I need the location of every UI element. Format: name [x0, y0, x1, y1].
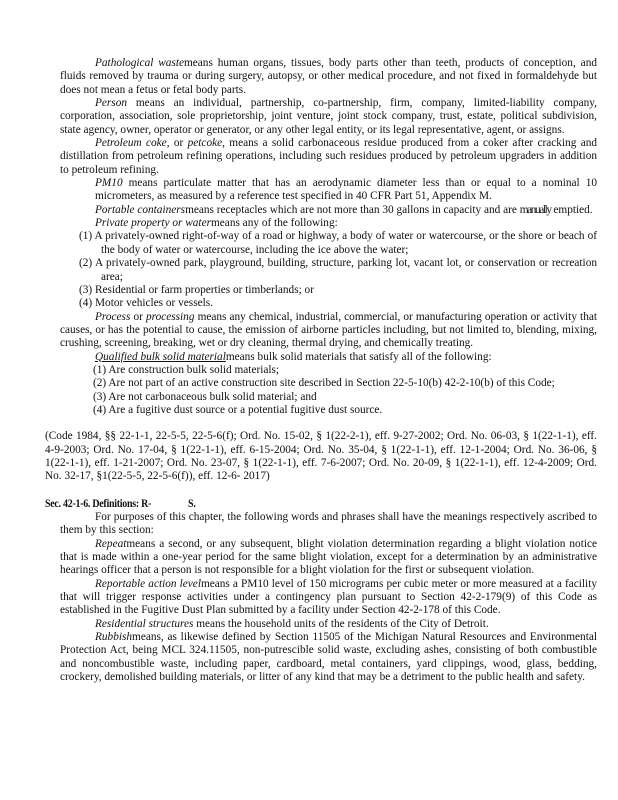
def-person: [60, 97, 597, 137]
code-citation: [45, 430, 597, 483]
def-process: [60, 311, 597, 351]
qualified-item-1: [93, 364, 597, 377]
definition-term: Portable containers: [95, 203, 186, 216]
body-text: means, as likewise defined by Section 11505 of the Michigan Natural Resources and Environmental Protection Act, being MCL 324.11505, non-putrescible solid waste, excluding ashes, consisting of both combustible and noncombustible waste, including paper, cardboard, metal containers, yard clippings, wood, glass, bedding, crockery, demolished building materials, or litter of any kind that may be a detriment to the public health and safety.: [60, 631, 597, 684]
def-reportable-action-level: [60, 578, 597, 618]
definition-term: petcoke: [187, 137, 223, 150]
definition-term: Private property or water: [95, 217, 211, 230]
body-text: Sec. 42-1-6. Definitions: R-: [45, 497, 152, 510]
body-text: S.: [188, 497, 196, 510]
def-residential-structures: [60, 618, 597, 631]
body-text: manually: [519, 203, 551, 216]
definition-term: Residential structures: [95, 617, 194, 630]
body-text: (1) Are construction bulk solid materials;: [93, 363, 280, 376]
body-text: (3) Are not carbonaceous bulk solid material; and: [93, 390, 317, 403]
body-text: means human organs, tissues, body parts other than teeth, products of conception, and fluids removed by trauma or during surgery, autopsy, or other medical procedure, and not fixed in formaldehyde but does not mean a fetus or fetal body parts.: [60, 57, 597, 96]
definition-term: PM10: [95, 177, 123, 190]
qualified-item-2: [93, 377, 597, 390]
body-text: (3) Residential or farm properties or timberlands; or: [79, 283, 314, 296]
body-text: (4) Motor vehicles or vessels.: [79, 297, 213, 310]
def-pm10: [95, 177, 597, 204]
body-text: , or: [166, 137, 188, 150]
private-property-item-4: [79, 297, 597, 310]
private-property-item-2: [79, 257, 597, 284]
def-pathological-waste: [60, 57, 597, 97]
definition-term: Petroleum coke: [95, 137, 167, 150]
section-heading: [45, 498, 531, 511]
def-qualified-bulk-solid-material: [60, 351, 597, 364]
private-property-item-1: [79, 230, 597, 257]
def-petroleum-coke: [60, 137, 597, 177]
section-intro: [60, 511, 597, 538]
document-body: [45, 57, 597, 684]
def-repeat: [60, 538, 597, 578]
body-text: means a second, or any subsequent, blight violation determination regarding a blight violation notice that is made within a one-year period for the same blight violation, except for a determination by an administrative hearings officer that a person is not responsible for a blight violation for the first or subsequent violation.: [60, 537, 597, 577]
body-text: or: [130, 310, 146, 323]
body-text: , means a solid carbonaceous residue produced from a coker after cracking and distillation from petroleum refining operations, including such residues produced by petroleum upgraders in addition to petroleum refining.: [60, 137, 598, 176]
body-text: means receptacles which are not more than 30 gallons in capacity and are: [185, 203, 520, 216]
definition-term: Person: [95, 97, 128, 110]
def-portable-containers: [60, 204, 597, 217]
body-text: (4) Are a fugitive dust source or a potential fugitive dust source.: [93, 403, 383, 416]
body-text: (1) A privately-owned right-of-way of a road or highway, a body of water or watercourse, or the shore or beach of the body of water or watercourse, including the ice above the water;: [79, 230, 597, 256]
body-text: means bulk solid materials that satisfy all of the following:: [225, 350, 492, 363]
def-private-property: [60, 217, 597, 230]
definition-term: Repeat: [95, 537, 127, 550]
body-text: (2) A privately-owned park, playground, building, structure, parking lot, vacant lot, or conservation or recreation area;: [79, 257, 597, 283]
def-rubbish: [60, 631, 597, 684]
body-text: (Code 1984, §§ 22-1-1, 22-5-5, 22-5-6(f); Ord. No. 15-02, § 1(22-2-1), eff. 9-27-2002; Ord. No. 06-03, § 1(22-1-1), eff. 4-9-2003; Ord. No. 17-04, § 1(22-1-1), eff. 6-15-2004; Ord. No. 35-04, § 1(22-1-1), eff. 12-1-2004; Ord. No. 36-06, § 1(22-1-1), eff. 1-21-2007; Ord. No. 23-07, § 1(22-1-1), eff. 7-6-2007; Ord. No. 20-09, § 1(22-1-1), eff. 12-4-2009; Ord. No. 32-17, §1(22-5-5, 22-5-6(f)), eff. 12-6- 2017): [45, 430, 597, 483]
body-text: means any of the following:: [211, 217, 338, 230]
body-text: means particulate matter that has an aerodynamic diameter less than or equal to a nominal 10 micrometers, as measured by a reference test specified in 40 CFR Part 51, Appendix M.: [95, 177, 597, 203]
definition-term: Process: [95, 310, 131, 323]
definition-term: Qualified bulk solid material: [95, 350, 226, 363]
body-text: means an individual, partnership, co-partnership, firm, company, limited-liability company, corporation, association, sole proprietorship, joint venture, joint stock company, trust, estate, political subdivision, state agency, owner, operator or generator, or any other legal entity, or its legal representative, agent, or assigns.: [60, 97, 597, 136]
definition-term: processing: [145, 310, 195, 323]
private-property-item-3: [79, 284, 597, 297]
definition-term: Rubbish: [95, 631, 133, 644]
definition-term: Pathological waste: [95, 57, 184, 69]
body-text: (2) Are not part of an active construction site described in Section 22-5-10(b) 42-2-10(b) of this Code;: [93, 377, 555, 390]
body-text: means a PM10 level of 150 micrograms per cubic meter or more measured at a facility that will trigger response activities under a contingency plan pursuant to Section 42-2-179(9) of this Code as established in the Fugitive Dust Plan submitted by a facility under Section 42-2-178 of this Code.: [60, 577, 597, 617]
definition-term: Reportable action level: [95, 577, 201, 590]
body-text: means any chemical, industrial, commercial, or manufacturing operation or activity that causes, or has the potential to cause, the emission of airborne particles including, but not limited to, blending, mixing, crushing, screening, breaking, wet or dry cleaning, thermal drying, and chemically treating.: [60, 310, 597, 350]
qualified-item-3: [93, 391, 597, 404]
qualified-item-4: [93, 404, 597, 417]
body-text: For purposes of this chapter, the following words and phrases shall have the meanings respectively ascribed to them by this section:: [60, 511, 597, 537]
body-text: emptied.: [550, 203, 593, 216]
body-text: means the household units of the residents of the City of Detroit.: [193, 617, 489, 630]
